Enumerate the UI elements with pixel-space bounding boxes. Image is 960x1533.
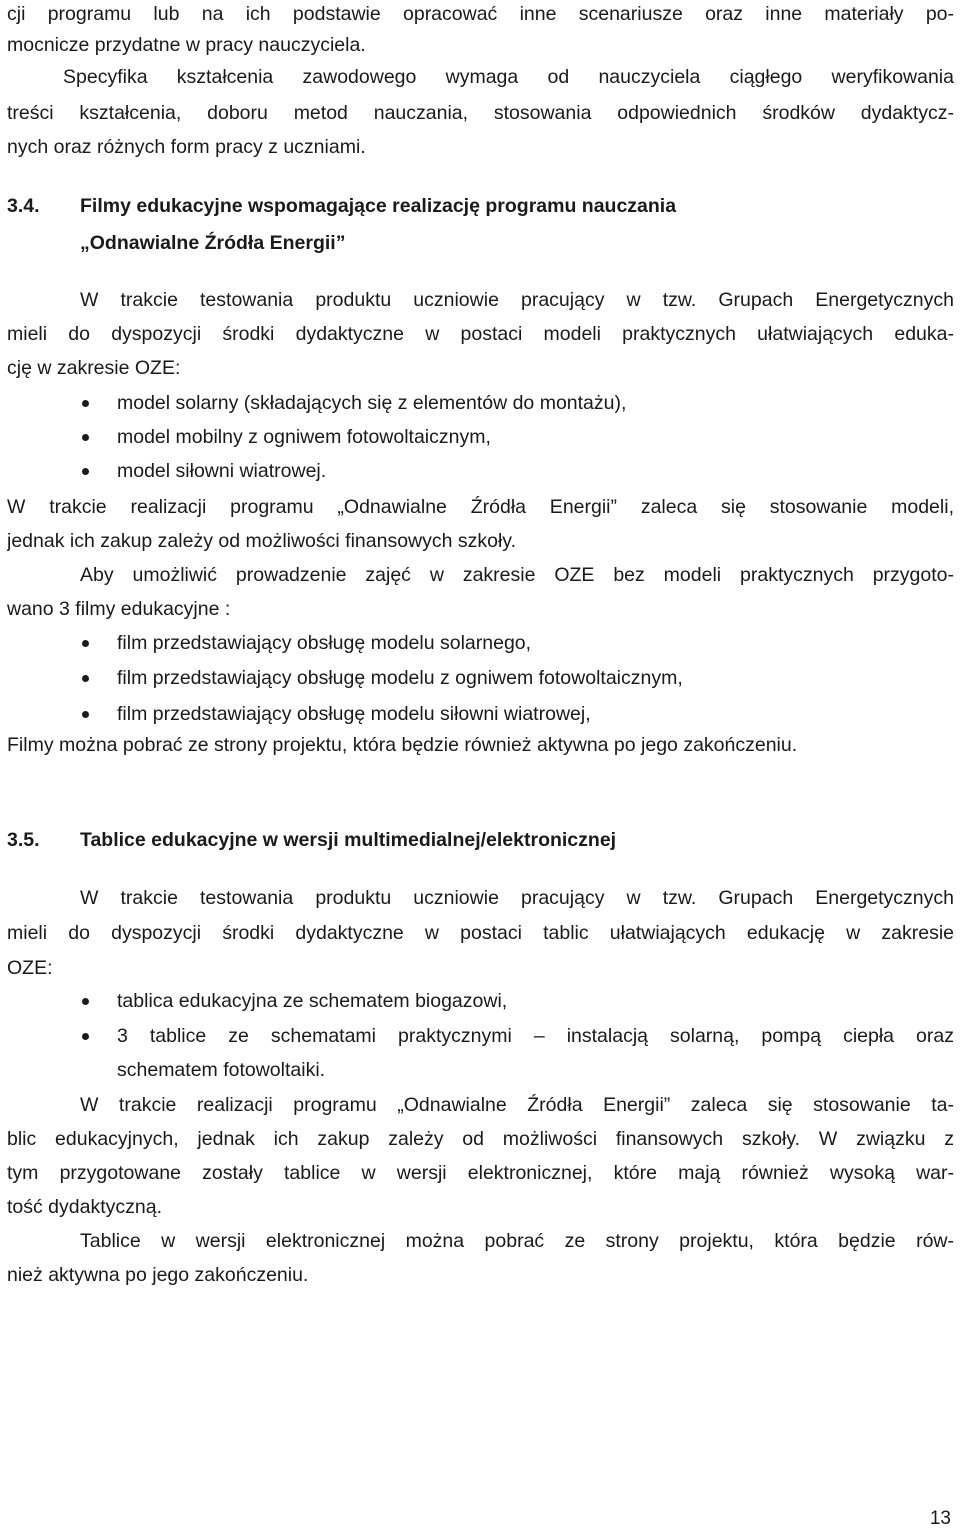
section-heading xyxy=(7,823,616,857)
paragraph-line: cję w zakresie OZE: xyxy=(7,357,181,379)
bullet-icon xyxy=(82,675,89,682)
bullet-icon xyxy=(82,434,89,441)
list-item: model mobilny z ogniwem fotowoltaicznym, xyxy=(117,426,491,448)
bullet-icon xyxy=(82,468,89,475)
section-number: 3.4. xyxy=(7,195,40,217)
bullet-icon xyxy=(82,400,89,407)
intro-line: cji programu lub na ich podstawie opracować inne scenariusze oraz inne materiały po- xyxy=(7,3,954,25)
intro-line: treści kształcenia, doboru metod nauczania, stosowania odpowiednich środków dydaktycz- xyxy=(7,102,954,124)
page-number: 13 xyxy=(929,1508,951,1529)
paragraph-line: nież aktywna po jego zakończeniu. xyxy=(7,1264,309,1286)
paragraph-line: Aby umożliwić prowadzenie zajęć w zakresie OZE bez modeli praktycznych przygoto- xyxy=(80,564,954,586)
section-title: Tablice edukacyjne w wersji multimedialnej/elektronicznej xyxy=(80,829,617,851)
list-item: film przedstawiający obsługę modelu z ogniwem fotowoltaicznym, xyxy=(117,667,683,689)
list-item-continuation: schematem fotowoltaiki. xyxy=(117,1059,326,1081)
paragraph-line: blic edukacyjnych, jednak ich zakup zależy od możliwości finansowych szkoły. W związku z xyxy=(7,1128,954,1150)
paragraph-line: tym przygotowane zostały tablice w wersji elektronicznej, które mają również wysoką war- xyxy=(7,1162,954,1184)
section-subtitle: „Odnawialne Źródła Energii” xyxy=(80,232,346,254)
paragraph-line: W trakcie realizacji programu „Odnawialne Źródła Energii” zaleca się stosowanie ta- xyxy=(80,1094,954,1116)
list-item: film przedstawiający obsługę modelu solarnego, xyxy=(117,632,532,654)
list-item: model solarny (składających się z elementów do montażu), xyxy=(117,392,627,414)
list-item: model siłowni wiatrowej. xyxy=(117,460,327,482)
bullet-icon xyxy=(82,711,89,718)
paragraph-line: OZE: xyxy=(7,957,53,979)
section-number: 3.5. xyxy=(7,829,40,851)
paragraph-line: W trakcie testowania produktu uczniowie pracujący w tzw. Grupach Energetycznych xyxy=(80,289,954,311)
bullet-icon xyxy=(82,1033,89,1040)
list-item: tablica edukacyjna ze schematem biogazowi, xyxy=(117,990,508,1012)
paragraph-line: Filmy można pobrać ze strony projektu, która będzie również aktywna po jego zakończeniu. xyxy=(7,734,798,756)
paragraph-line: W trakcie realizacji programu „Odnawialne Źródła Energii” zaleca się stosowanie modeli, xyxy=(7,496,954,518)
paragraph-line: W trakcie testowania produktu uczniowie pracujący w tzw. Grupach Energetycznych xyxy=(80,887,954,909)
paragraph-line: Tablice w wersji elektronicznej można pobrać ze strony projektu, która będzie rów- xyxy=(80,1230,954,1252)
paragraph-line: tość dydaktyczną. xyxy=(7,1196,162,1218)
list-item: 3 tablice ze schematami praktycznymi – instalacją solarną, pompą ciepła oraz xyxy=(117,1025,954,1047)
paragraph-line: wano 3 filmy edukacyjne : xyxy=(7,598,231,620)
section-heading xyxy=(7,189,676,223)
paragraph-line: mieli do dyspozycji środki dydaktyczne w postaci modeli praktycznych ułatwiających eduka- xyxy=(7,323,954,345)
intro-line: mocnicze przydatne w pracy nauczyciela. xyxy=(7,34,366,56)
paragraph-line: jednak ich zakup zależy od możliwości finansowych szkoły. xyxy=(7,530,517,552)
list-item: film przedstawiający obsługę modelu siłowni wiatrowej, xyxy=(117,703,591,725)
bullet-icon xyxy=(82,998,89,1005)
intro-line: Specyfika kształcenia zawodowego wymaga od nauczyciela ciągłego weryfikowania xyxy=(63,66,954,88)
paragraph-line: mieli do dyspozycji środki dydaktyczne w postaci tablic ułatwiających edukację w zakresie xyxy=(7,922,954,944)
intro-line: nych oraz różnych form pracy z uczniami. xyxy=(7,136,366,158)
bullet-icon xyxy=(82,640,89,647)
section-title: Filmy edukacyjne wspomagające realizację programu nauczania xyxy=(80,195,677,217)
